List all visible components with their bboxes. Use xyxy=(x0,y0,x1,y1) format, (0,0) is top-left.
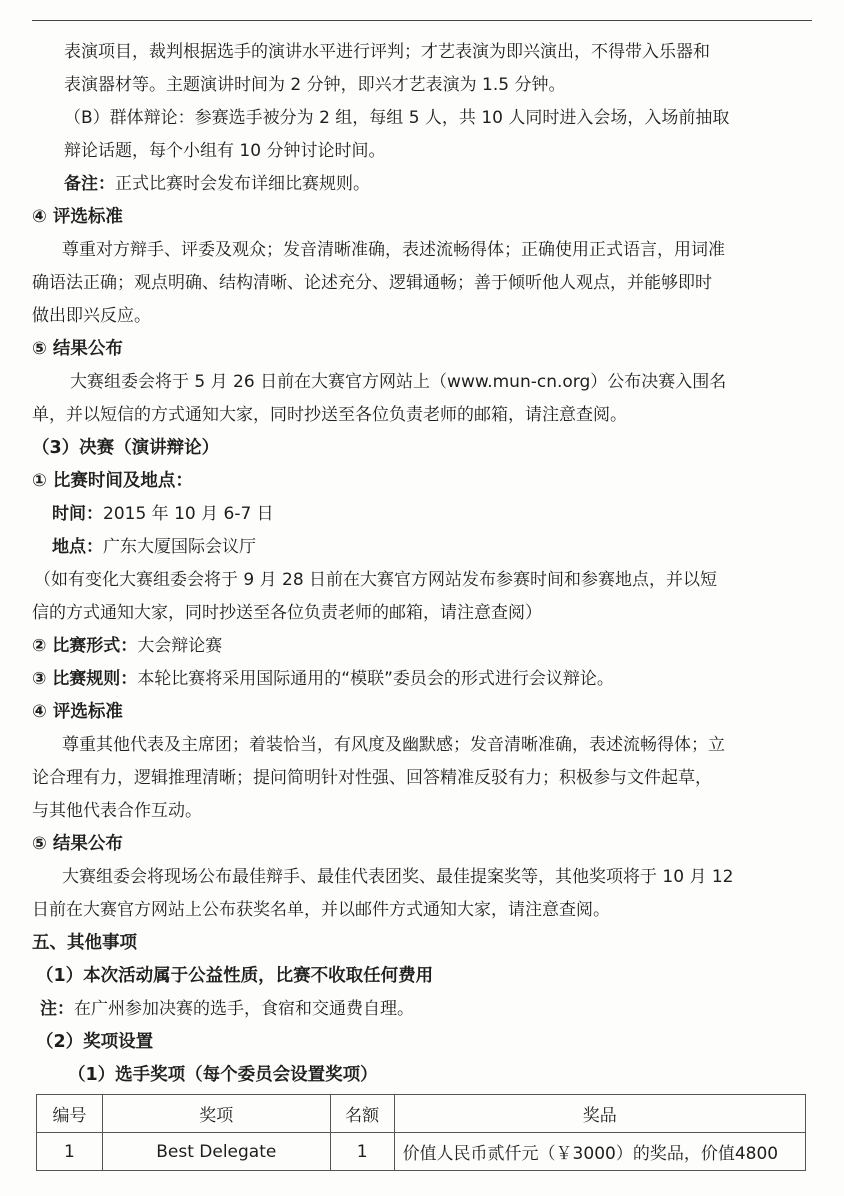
cell-prize: 价值人民币贰仟元（￥3000）的奖品，价值4800 xyxy=(394,1133,805,1171)
header-award: 奖项 xyxy=(102,1095,330,1133)
other-matters-heading: 五、其他事项 xyxy=(32,933,137,953)
awards-heading: （2）奖项设置 xyxy=(36,1032,154,1052)
para2-line1: （B）群体辩论：参赛选手被分为 2 组，每组 5 人，共 10 人同时进入会场，入场前抽取 xyxy=(64,108,730,128)
final-criteria-line3: 与其他代表合作互动。 xyxy=(32,801,202,821)
rules-value: 本轮比赛将采用国际通用的“模联”委员会的形式进行会议辩论。 xyxy=(137,669,614,689)
final-format xyxy=(32,630,812,663)
time-value: 2015 年 10 月 6-7 日 xyxy=(103,504,274,524)
para1-line1: 表演项目，裁判根据选手的演讲水平进行评判；才艺表演为即兴演出，不得带入乐器和 xyxy=(64,42,710,62)
delegate-awards-heading: （1）选手奖项（每个委员会设置奖项） xyxy=(68,1065,378,1085)
accommodation-note xyxy=(32,993,812,1026)
section4-line2: 确语法正确；观点明确、结构清晰、论述充分、逻辑通畅；善于倾听他人观点，并能够即时 xyxy=(32,273,712,293)
final-criteria-heading: ④ 评选标准 xyxy=(32,702,123,722)
document-body xyxy=(32,36,812,1092)
header-quota: 名额 xyxy=(330,1095,394,1133)
change-line1: （如有变化大赛组委会将于 9 月 28 日前在大赛官方网站发布参赛时间和参赛地点，并以短 xyxy=(34,570,718,590)
cell-quota: 1 xyxy=(330,1133,394,1171)
cell-award: Best Delegate xyxy=(102,1133,330,1171)
cell-number: 1 xyxy=(37,1133,103,1171)
final-heading: （3）决赛（演讲辩论） xyxy=(32,438,220,458)
place-label: 地点： xyxy=(52,537,103,557)
section5-heading: ⑤ 结果公布 xyxy=(32,339,123,359)
final-results-line2: 日前在大赛官方网站上公布获奖名单，并以邮件方式通知大家，请注意查阅。 xyxy=(32,900,610,920)
accommodation-note-text: 在广州参加决赛的选手，食宿和交通费自理。 xyxy=(74,999,414,1019)
final-criteria-line2: 论合理有力，逻辑推理清晰；提问简明针对性强、回答精准反驳有力；积极参与文件起草， xyxy=(32,768,712,788)
para1-line2: 表演器材等。主题演讲时间为 2 分钟，即兴才艺表演为 1.5 分钟。 xyxy=(64,75,566,95)
awards-table-header xyxy=(37,1095,806,1133)
table-row xyxy=(37,1133,806,1171)
header-prize: 奖品 xyxy=(394,1095,805,1133)
change-line2: 信的方式通知大家，同时抄送至各位负责老师的邮箱，请注意查阅） xyxy=(32,603,542,623)
final-results-line1: 大赛组委会将现场公布最佳辩手、最佳代表团奖、最佳提案奖等，其他奖项将于 10 月 12 xyxy=(62,867,734,887)
section5-line1: 大赛组委会将于 5 月 26 日前在大赛官方网站上（www.mun-cn.org）公布决赛入围名 xyxy=(70,372,727,392)
final-time xyxy=(32,498,812,531)
top-rule xyxy=(32,20,812,21)
awards-table xyxy=(36,1094,806,1171)
section4-line1: 尊重对方辩手、评委及观众；发音清晰准确，表述流畅得体；正确使用正式语言，用词准 xyxy=(62,240,725,260)
note-label: 备注： xyxy=(64,174,115,194)
section4-line3: 做出即兴反应。 xyxy=(32,306,151,326)
section5-line2: 单，并以短信的方式通知大家，同时抄送至各位负责老师的邮箱，请注意查阅。 xyxy=(32,405,627,425)
format-value: 大会辩论赛 xyxy=(137,636,223,656)
free-activity-heading: （1）本次活动属于公益性质，比赛不收取任何费用 xyxy=(36,966,434,986)
header-number: 编号 xyxy=(37,1095,103,1133)
final-results-heading: ⑤ 结果公布 xyxy=(32,834,123,854)
accommodation-note-label: 注： xyxy=(40,999,74,1019)
section4-heading: ④ 评选标准 xyxy=(32,207,123,227)
rules-label: ③ 比赛规则： xyxy=(32,669,138,689)
note xyxy=(32,168,812,201)
final-place xyxy=(32,531,812,564)
format-label: ② 比赛形式： xyxy=(32,636,138,656)
place-value: 广东大厦国际会议厅 xyxy=(103,537,256,557)
note-text: 正式比赛时会发布详细比赛规则。 xyxy=(115,174,370,194)
final-criteria-line1: 尊重其他代表及主席团；着装恰当，有风度及幽默感；发音清晰准确，表述流畅得体；立 xyxy=(62,735,725,755)
final-time-place-heading: ① 比赛时间及地点： xyxy=(32,471,193,491)
para2-line2: 辩论话题，每个小组有 10 分钟讨论时间。 xyxy=(64,141,386,161)
final-rules xyxy=(32,663,812,696)
time-label: 时间： xyxy=(52,504,103,524)
